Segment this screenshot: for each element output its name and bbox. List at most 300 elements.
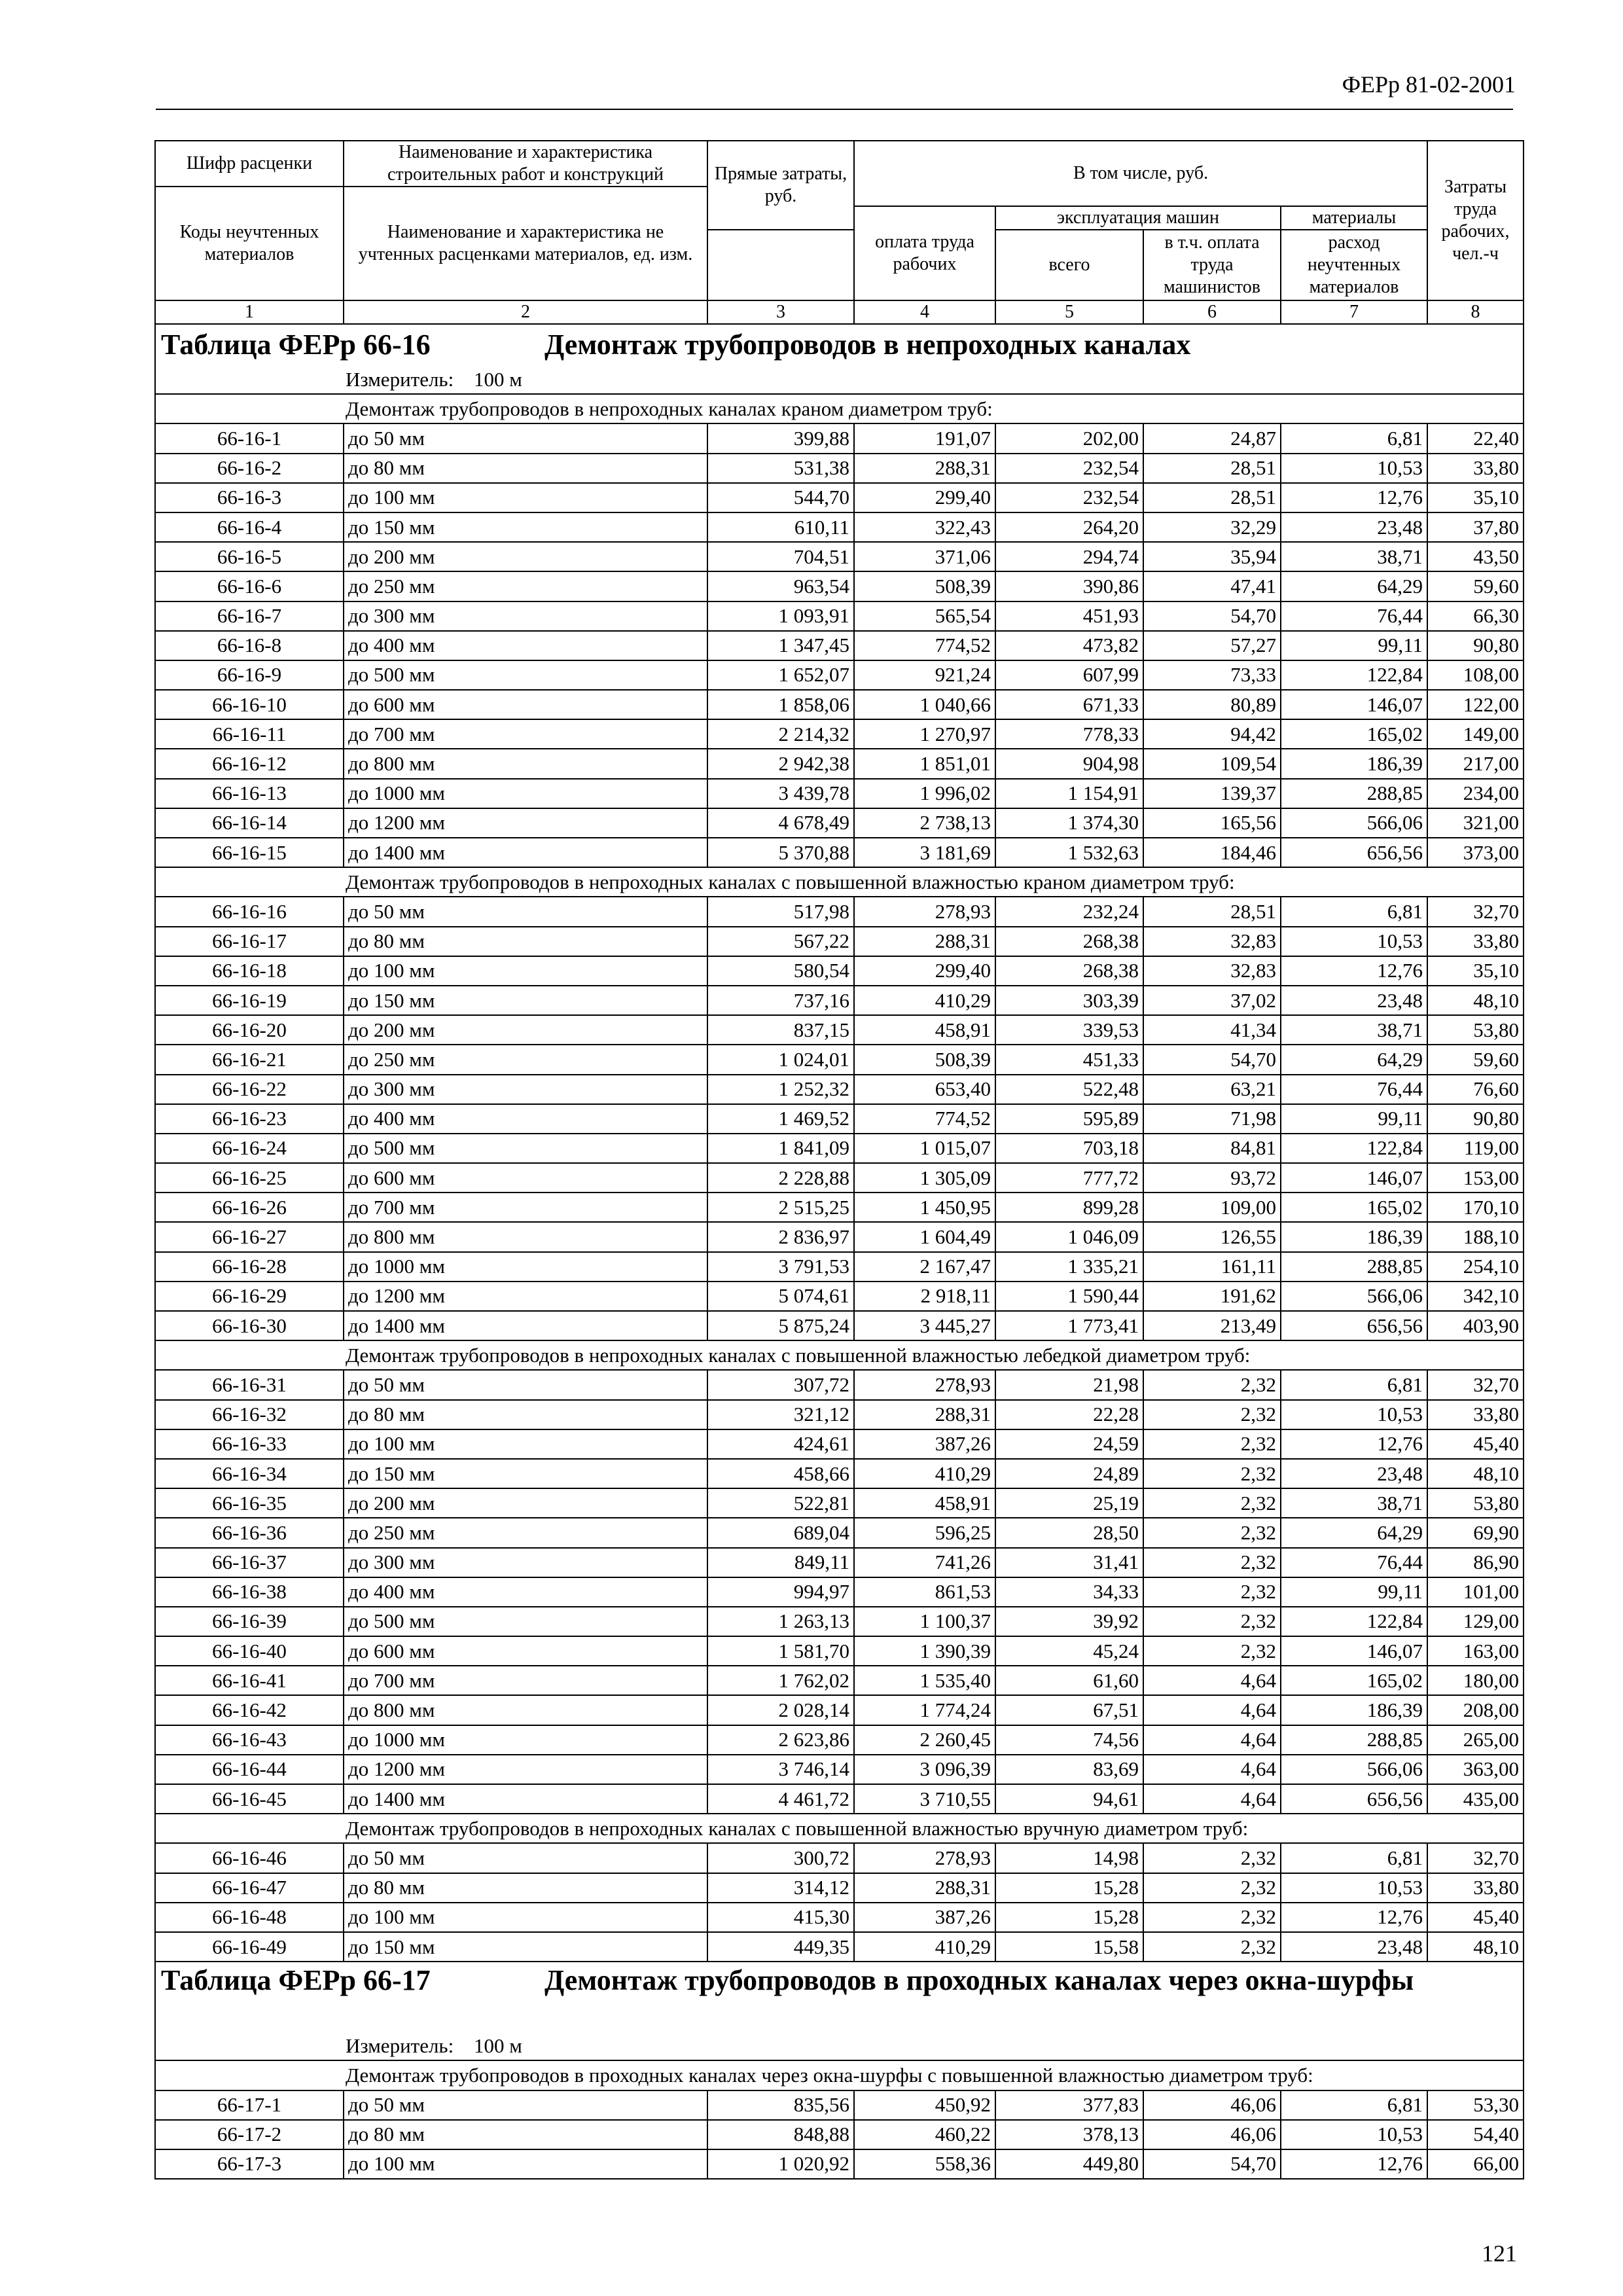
cost-value: 186,39: [1281, 1222, 1427, 1251]
cost-value: 1 604,49: [854, 1222, 995, 1251]
cost-value: 994,97: [707, 1577, 854, 1607]
cost-value: 32,70: [1427, 1370, 1524, 1399]
pipe-diameter: до 50 мм: [344, 423, 707, 453]
rate-code: 66-16-26: [155, 1193, 344, 1222]
rate-code: 66-16-42: [155, 1695, 344, 1725]
col4-header: оплата труда рабочих: [854, 206, 995, 300]
cost-value: 37,02: [1143, 986, 1281, 1015]
pipe-diameter: до 300 мм: [344, 1548, 707, 1577]
cost-value: 24,87: [1143, 423, 1281, 453]
rate-code: 66-16-48: [155, 1903, 344, 1932]
section-row: [155, 1814, 1524, 1843]
cost-value: 80,89: [1143, 690, 1281, 719]
cost-value: 94,61: [995, 1784, 1143, 1814]
cost-value: 99,11: [1281, 631, 1427, 660]
machines-header: эксплуатация машин: [995, 206, 1281, 230]
pipe-diameter: до 100 мм: [344, 2149, 707, 2179]
cost-value: 653,40: [854, 1075, 995, 1104]
cost-value: 54,70: [1143, 1045, 1281, 1074]
pipe-diameter: до 300 мм: [344, 1075, 707, 1104]
table-row: [155, 749, 1524, 778]
rate-code: 66-16-43: [155, 1725, 344, 1755]
cost-value: 963,54: [707, 571, 854, 601]
cost-value: 1 762,02: [707, 1666, 854, 1695]
cost-value: 4,64: [1143, 1784, 1281, 1814]
pipe-diameter: до 400 мм: [344, 1104, 707, 1134]
pipe-diameter: до 1400 мм: [344, 1311, 707, 1340]
cost-value: 202,00: [995, 423, 1143, 453]
cost-value: 5 370,88: [707, 838, 854, 867]
cost-value: 567,22: [707, 927, 854, 956]
pipe-diameter: до 100 мм: [344, 1429, 707, 1459]
cost-value: 74,56: [995, 1725, 1143, 1755]
column-number: 8: [1427, 300, 1524, 324]
cost-value: 24,89: [995, 1459, 1143, 1488]
cost-value: 108,00: [1427, 660, 1524, 690]
cost-value: 671,33: [995, 690, 1143, 719]
cost-value: 46,06: [1143, 2090, 1281, 2120]
pipe-diameter: до 1200 мм: [344, 1282, 707, 1311]
rate-code: 66-16-31: [155, 1370, 344, 1399]
cost-value: 165,02: [1281, 1193, 1427, 1222]
cost-value: 410,29: [854, 986, 995, 1015]
unit-value: 100 м: [474, 367, 522, 391]
cost-value: 339,53: [995, 1015, 1143, 1045]
cost-value: 76,44: [1281, 1548, 1427, 1577]
cost-value: 390,86: [995, 571, 1143, 601]
pipe-diameter: до 150 мм: [344, 512, 707, 542]
section-row: [155, 394, 1524, 423]
cost-value: 288,31: [854, 1400, 995, 1429]
cost-value: 10,53: [1281, 1873, 1427, 1903]
cost-value: 12,76: [1281, 1903, 1427, 1932]
cost-value: 1 020,92: [707, 2149, 854, 2179]
pipe-diameter: до 500 мм: [344, 660, 707, 690]
table-row: [155, 571, 1524, 601]
cost-value: 517,98: [707, 897, 854, 926]
table-row: [155, 1695, 1524, 1725]
cost-value: 1 774,24: [854, 1695, 995, 1725]
cost-value: 66,30: [1427, 601, 1524, 631]
cost-value: 1 469,52: [707, 1104, 854, 1134]
cost-value: 377,83: [995, 2090, 1143, 2120]
col6-header: в т.ч. оплата труда машинистов: [1143, 230, 1281, 300]
cost-value: 458,91: [854, 1015, 995, 1045]
cost-value: 149,00: [1427, 719, 1524, 749]
cost-value: 76,44: [1281, 601, 1427, 631]
column-numbers: [155, 300, 1524, 324]
rate-code: 66-16-22: [155, 1075, 344, 1104]
cost-value: 35,94: [1143, 542, 1281, 571]
cost-value: 2,32: [1143, 1843, 1281, 1873]
cost-value: 278,93: [854, 897, 995, 926]
cost-value: 4,64: [1143, 1695, 1281, 1725]
unit-cell: [155, 365, 1524, 394]
pipe-diameter: до 200 мм: [344, 542, 707, 571]
cost-value: 126,55: [1143, 1222, 1281, 1251]
section-row: [155, 1340, 1524, 1370]
table-row: [155, 542, 1524, 571]
cost-value: 12,76: [1281, 1429, 1427, 1459]
cost-value: 63,21: [1143, 1075, 1281, 1104]
cost-value: 41,34: [1143, 1015, 1281, 1045]
cost-value: 373,00: [1427, 838, 1524, 867]
cost-value: 1 347,45: [707, 631, 854, 660]
pipe-diameter: до 100 мм: [344, 483, 707, 512]
table-row: [155, 1548, 1524, 1577]
cost-value: 1 252,32: [707, 1075, 854, 1104]
cost-value: 188,10: [1427, 1222, 1524, 1251]
cost-value: 28,51: [1143, 897, 1281, 926]
column-number: 7: [1281, 300, 1427, 324]
unit-row: [155, 2032, 1524, 2060]
cost-value: 558,36: [854, 2149, 995, 2179]
table-row: [155, 1282, 1524, 1311]
cost-value: 122,84: [1281, 1134, 1427, 1163]
table-row: [155, 1459, 1524, 1488]
table-header: [155, 141, 1524, 324]
rate-code: 66-16-13: [155, 779, 344, 808]
table-title-cell: [155, 1962, 1524, 2032]
table-row: [155, 1075, 1524, 1104]
cost-value: 232,54: [995, 483, 1143, 512]
cost-value: 321,00: [1427, 808, 1524, 838]
cost-value: 435,00: [1427, 1784, 1524, 1814]
cost-value: 23,48: [1281, 1459, 1427, 1488]
table-row: [155, 1903, 1524, 1932]
table-title-row: [155, 1962, 1524, 2032]
cost-value: 93,72: [1143, 1163, 1281, 1193]
cost-value: 508,39: [854, 571, 995, 601]
document-code: ФЕРр 81-02-2001: [1342, 71, 1516, 98]
cost-value: 1 581,70: [707, 1636, 854, 1666]
cost-value: 565,54: [854, 601, 995, 631]
cost-value: 1 046,09: [995, 1222, 1143, 1251]
cost-value: 10,53: [1281, 927, 1427, 956]
rate-code: 66-16-36: [155, 1518, 344, 1547]
table-row: [155, 690, 1524, 719]
table-row: [155, 1311, 1524, 1340]
cost-value: 32,29: [1143, 512, 1281, 542]
cost-value: 778,33: [995, 719, 1143, 749]
cost-value: 6,81: [1281, 2090, 1427, 2120]
rate-code: 66-16-18: [155, 956, 344, 986]
cost-value: 86,90: [1427, 1548, 1524, 1577]
section-title: Демонтаж трубопроводов в проходных каналах через окна-шурфы с повышенной влажностью диаметром труб:: [155, 2060, 1524, 2090]
cost-value: 2,32: [1143, 1488, 1281, 1518]
cost-value: 449,80: [995, 2149, 1143, 2179]
cost-value: 10,53: [1281, 2120, 1427, 2149]
cost-value: 861,53: [854, 1577, 995, 1607]
cost-value: 45,40: [1427, 1903, 1524, 1932]
cost-value: 232,54: [995, 454, 1143, 483]
rate-code: 66-16-30: [155, 1311, 344, 1340]
rate-code: 66-16-39: [155, 1607, 344, 1636]
cost-value: 23,48: [1281, 1932, 1427, 1962]
rate-code: 66-16-10: [155, 690, 344, 719]
cost-value: 2 515,25: [707, 1193, 854, 1222]
cost-value: 6,81: [1281, 1370, 1427, 1399]
pipe-diameter: до 1400 мм: [344, 1784, 707, 1814]
rates-table: [154, 140, 1524, 2179]
pipe-diameter: до 700 мм: [344, 1666, 707, 1695]
cost-value: 180,00: [1427, 1666, 1524, 1695]
cost-value: 53,80: [1427, 1015, 1524, 1045]
cost-value: 288,85: [1281, 779, 1427, 808]
cost-value: 76,44: [1281, 1075, 1427, 1104]
cost-value: 69,90: [1427, 1518, 1524, 1547]
cost-value: 2,32: [1143, 1932, 1281, 1962]
cost-value: 24,59: [995, 1429, 1143, 1459]
cost-value: 99,11: [1281, 1104, 1427, 1134]
rate-code: 66-16-3: [155, 483, 344, 512]
cost-value: 921,24: [854, 660, 995, 690]
page-number: 121: [1482, 2240, 1517, 2267]
cost-value: 2 918,11: [854, 1282, 995, 1311]
cost-value: 378,13: [995, 2120, 1143, 2149]
cost-value: 28,51: [1143, 454, 1281, 483]
cost-value: 1 100,37: [854, 1607, 995, 1636]
cost-value: 6,81: [1281, 1843, 1427, 1873]
column-number: 4: [854, 300, 995, 324]
cost-value: 139,37: [1143, 779, 1281, 808]
cost-value: 1 851,01: [854, 749, 995, 778]
cost-value: 321,12: [707, 1400, 854, 1429]
table-row: [155, 631, 1524, 660]
table-row: [155, 1488, 1524, 1518]
cost-value: 288,31: [854, 1873, 995, 1903]
col2-top: Наименование и характеристика строительных работ и конструкций: [344, 141, 707, 187]
cost-value: 184,46: [1143, 838, 1281, 867]
cost-value: 165,02: [1281, 1666, 1427, 1695]
rate-code: 66-16-21: [155, 1045, 344, 1074]
cost-value: 2 028,14: [707, 1695, 854, 1725]
cost-value: 186,39: [1281, 749, 1427, 778]
table-row: [155, 601, 1524, 631]
cost-value: 451,93: [995, 601, 1143, 631]
cost-value: 25,19: [995, 1488, 1143, 1518]
rate-code: 66-16-41: [155, 1666, 344, 1695]
cost-value: 33,80: [1427, 454, 1524, 483]
table-row: [155, 1607, 1524, 1636]
pipe-diameter: до 80 мм: [344, 1873, 707, 1903]
cost-value: 28,51: [1143, 483, 1281, 512]
cost-value: 2,32: [1143, 1636, 1281, 1666]
cost-value: 254,10: [1427, 1252, 1524, 1282]
unit-cell: [155, 2032, 1524, 2060]
pipe-diameter: до 600 мм: [344, 690, 707, 719]
unit-value: 100 м: [474, 2034, 522, 2057]
cost-value: 522,81: [707, 1488, 854, 1518]
pipe-diameter: до 80 мм: [344, 2120, 707, 2149]
cost-value: 458,91: [854, 1488, 995, 1518]
table-code: Таблица ФЕРр 66-17: [161, 1964, 431, 1997]
section-row: [155, 867, 1524, 897]
cost-value: 737,16: [707, 986, 854, 1015]
cost-value: 3 791,53: [707, 1252, 854, 1282]
cost-value: 1 652,07: [707, 660, 854, 690]
rate-code: 66-16-14: [155, 808, 344, 838]
cost-value: 213,49: [1143, 1311, 1281, 1340]
cost-value: 264,20: [995, 512, 1143, 542]
cost-value: 2 214,32: [707, 719, 854, 749]
cost-value: 32,83: [1143, 927, 1281, 956]
table-row: [155, 1104, 1524, 1134]
cost-value: 299,40: [854, 956, 995, 986]
pipe-diameter: до 500 мм: [344, 1134, 707, 1163]
table-row: [155, 808, 1524, 838]
rate-code: 66-16-33: [155, 1429, 344, 1459]
cost-value: 544,70: [707, 483, 854, 512]
rate-code: 66-16-20: [155, 1015, 344, 1045]
cost-value: 22,28: [995, 1400, 1143, 1429]
cost-value: 163,00: [1427, 1636, 1524, 1666]
table-row: [155, 2120, 1524, 2149]
rate-code: 66-16-7: [155, 601, 344, 631]
rate-code: 66-16-37: [155, 1548, 344, 1577]
cost-value: 12,76: [1281, 483, 1427, 512]
column-number: 3: [707, 300, 854, 324]
cost-value: 580,54: [707, 956, 854, 986]
table-row: [155, 779, 1524, 808]
cost-value: 899,28: [995, 1193, 1143, 1222]
cost-value: 38,71: [1281, 542, 1427, 571]
cost-value: 45,24: [995, 1636, 1143, 1666]
unit-row: [155, 365, 1524, 394]
cost-value: 165,02: [1281, 719, 1427, 749]
rate-code: 66-16-34: [155, 1459, 344, 1488]
cost-value: 10,53: [1281, 454, 1427, 483]
table-row: [155, 1666, 1524, 1695]
cost-value: 450,92: [854, 2090, 995, 2120]
cost-value: 451,33: [995, 1045, 1143, 1074]
cost-value: 268,38: [995, 927, 1143, 956]
rate-code: 66-16-35: [155, 1488, 344, 1518]
cost-value: 1 270,97: [854, 719, 995, 749]
cost-value: 1 858,06: [707, 690, 854, 719]
cost-value: 21,98: [995, 1370, 1143, 1399]
cost-value: 170,10: [1427, 1193, 1524, 1222]
pipe-diameter: до 400 мм: [344, 631, 707, 660]
pipe-diameter: до 600 мм: [344, 1636, 707, 1666]
pipe-diameter: до 800 мм: [344, 1222, 707, 1251]
cost-value: 38,71: [1281, 1488, 1427, 1518]
cost-value: 322,43: [854, 512, 995, 542]
cost-value: 73,33: [1143, 660, 1281, 690]
rate-code: 66-16-11: [155, 719, 344, 749]
cost-value: 35,10: [1427, 956, 1524, 986]
pipe-diameter: до 300 мм: [344, 601, 707, 631]
cost-value: 66,00: [1427, 2149, 1524, 2179]
cost-value: 64,29: [1281, 1045, 1427, 1074]
cost-value: 1 093,91: [707, 601, 854, 631]
cost-value: 33,80: [1427, 1400, 1524, 1429]
cost-value: 153,00: [1427, 1163, 1524, 1193]
cost-value: 208,00: [1427, 1695, 1524, 1725]
table-code: Таблица ФЕРр 66-16: [161, 329, 431, 361]
table-row: [155, 986, 1524, 1015]
cost-value: 1 305,09: [854, 1163, 995, 1193]
pipe-diameter: до 80 мм: [344, 1400, 707, 1429]
cost-value: 53,80: [1427, 1488, 1524, 1518]
cost-value: 57,27: [1143, 631, 1281, 660]
cost-value: 109,54: [1143, 749, 1281, 778]
table-row: [155, 1252, 1524, 1282]
table-row: [155, 927, 1524, 956]
cost-value: 387,26: [854, 1429, 995, 1459]
cost-value: 774,52: [854, 1104, 995, 1134]
cost-value: 15,28: [995, 1873, 1143, 1903]
pipe-diameter: до 800 мм: [344, 749, 707, 778]
cost-value: 43,50: [1427, 542, 1524, 571]
cost-value: 33,80: [1427, 1873, 1524, 1903]
col3-header: Прямые затраты, руб.: [707, 141, 854, 230]
cost-value: 4 461,72: [707, 1784, 854, 1814]
pipe-diameter: до 1200 мм: [344, 808, 707, 838]
cost-value: 53,30: [1427, 2090, 1524, 2120]
cost-value: 1 996,02: [854, 779, 995, 808]
cost-value: 449,35: [707, 1932, 854, 1962]
cost-value: 1 841,09: [707, 1134, 854, 1163]
cost-value: 23,48: [1281, 986, 1427, 1015]
cost-value: 76,60: [1427, 1075, 1524, 1104]
cost-value: 2,32: [1143, 1370, 1281, 1399]
cost-value: 4,64: [1143, 1755, 1281, 1784]
table-row: [155, 1370, 1524, 1399]
cost-value: 101,00: [1427, 1577, 1524, 1607]
column-number: 1: [155, 300, 344, 324]
cost-value: 217,00: [1427, 749, 1524, 778]
pipe-diameter: до 80 мм: [344, 454, 707, 483]
table-title-row: [155, 324, 1524, 365]
cost-value: 300,72: [707, 1843, 854, 1873]
cost-value: 64,29: [1281, 571, 1427, 601]
rate-code: 66-17-1: [155, 2090, 344, 2120]
unit-label: Измеритель:: [346, 367, 454, 391]
table-row: [155, 719, 1524, 749]
cost-value: 2 836,97: [707, 1222, 854, 1251]
table-row: [155, 1193, 1524, 1222]
cost-value: 1 773,41: [995, 1311, 1143, 1340]
cost-value: 32,70: [1427, 1843, 1524, 1873]
cost-value: 410,29: [854, 1459, 995, 1488]
cost-value: 46,06: [1143, 2120, 1281, 2149]
table-row: [155, 423, 1524, 453]
pipe-diameter: до 50 мм: [344, 1370, 707, 1399]
cost-value: 234,00: [1427, 779, 1524, 808]
cost-value: 122,84: [1281, 660, 1427, 690]
cost-value: 1 450,95: [854, 1193, 995, 1222]
section-title: Демонтаж трубопроводов в непроходных каналах с повышенной влажностью вручную диаметром труб:: [155, 1814, 1524, 1843]
cost-value: 656,56: [1281, 838, 1427, 867]
pipe-diameter: до 400 мм: [344, 1577, 707, 1607]
table-row: [155, 1222, 1524, 1251]
cost-value: 410,29: [854, 1932, 995, 1962]
cost-value: 1 590,44: [995, 1282, 1143, 1311]
rate-code: 66-16-32: [155, 1400, 344, 1429]
col5-header: всего: [995, 230, 1143, 300]
cost-value: 32,83: [1143, 956, 1281, 986]
cost-value: 3 445,27: [854, 1311, 995, 1340]
rate-code: 66-16-40: [155, 1636, 344, 1666]
table-row: [155, 2090, 1524, 2120]
cost-value: 835,56: [707, 2090, 854, 2120]
rate-code: 66-16-49: [155, 1932, 344, 1962]
rate-code: 66-16-23: [155, 1104, 344, 1134]
cost-value: 32,70: [1427, 897, 1524, 926]
cost-value: 2 167,47: [854, 1252, 995, 1282]
cost-value: 1 532,63: [995, 838, 1143, 867]
